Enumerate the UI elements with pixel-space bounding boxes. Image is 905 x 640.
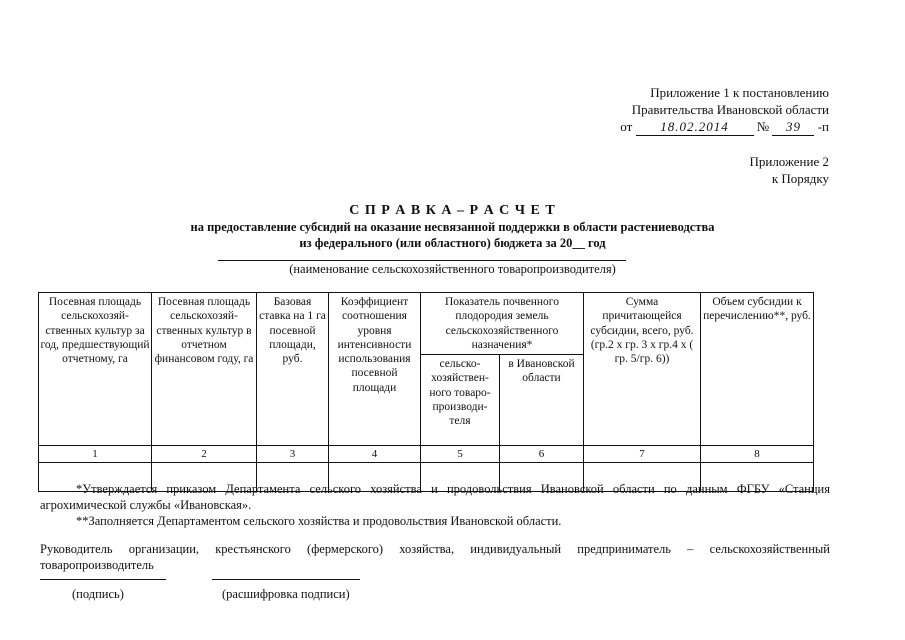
footnote-2: **Заполняется Департаментом сельского хозяйства и продовольствия Ивановской области. bbox=[76, 514, 562, 528]
signature-decode-line bbox=[212, 579, 360, 580]
table-column-numbers-row bbox=[39, 446, 814, 463]
table-header-row bbox=[39, 293, 814, 355]
header-col-4: Коэффициент соотношения уровня интенсивности использования посевной площади bbox=[329, 293, 421, 446]
footnote-1: *Утверждается приказом Департамента сельского хозяйства и продовольствия Ивановской области по данным ФГБУ «Станция агрохимической службы «Ивановская». bbox=[40, 482, 830, 512]
header-soil-fertility-group: Показатель почвенного плодородия земель сельскохозяйственного назначения* bbox=[421, 293, 584, 355]
appendix-2-line2: к Порядку bbox=[771, 171, 829, 186]
column-number: 1 bbox=[39, 446, 152, 463]
producer-caption: (наименование сельскохозяйственного товаропроизводителя) bbox=[289, 262, 616, 276]
header-col-7: Сумма причитающейся субсидии, всего, руб. (гр.2 х гр. 3 х гр.4 х ( гр. 5/гр. 6)) bbox=[584, 293, 701, 446]
signature-decode-label: (расшифровка подписи) bbox=[222, 587, 350, 601]
column-number: 8 bbox=[701, 446, 814, 463]
column-number: 2 bbox=[152, 446, 257, 463]
header-col-1: Посевная площадь сельскохозяй-ственных культур за год, предшествующий отчетному, га bbox=[39, 293, 152, 446]
number-prefix: № bbox=[756, 119, 770, 134]
appendix-1-line2: Правительства Ивановской области bbox=[631, 102, 829, 117]
signature-label: (подпись) bbox=[72, 587, 124, 601]
signature-line bbox=[40, 579, 166, 580]
header-col-3: Базовая ставка на 1 га посевной площади, руб. bbox=[257, 293, 329, 446]
document-subtitle-2: из федерального (или областного) бюджета за 20__ год bbox=[299, 236, 606, 250]
appendix-2-block bbox=[749, 153, 829, 187]
column-number: 6 bbox=[500, 446, 584, 463]
header-col-2: Посевная площадь сельскохозяй-ственных культур в отчетном финансовом году, га bbox=[152, 293, 257, 446]
date-prefix: от bbox=[620, 119, 633, 134]
column-number: 5 bbox=[421, 446, 500, 463]
document-title: С П Р А В К А – Р А С Ч Е Т bbox=[349, 203, 556, 218]
calculation-table bbox=[38, 292, 814, 492]
document-subtitle-1: на предоставление субсидий на оказание несвязанной поддержки в области растениеводства bbox=[190, 220, 715, 234]
column-number: 3 bbox=[257, 446, 329, 463]
number-suffix: -п bbox=[817, 119, 829, 134]
header-col-5: сельско-хозяйствен-ного товаро-производи-теля bbox=[421, 355, 500, 446]
appendix-1-line1: Приложение 1 к постановлению bbox=[650, 85, 829, 100]
column-number: 7 bbox=[584, 446, 701, 463]
appendix-2-line1: Приложение 2 bbox=[749, 154, 829, 169]
number-value: 39 bbox=[772, 118, 814, 136]
producer-name-line bbox=[218, 260, 626, 261]
column-number: 4 bbox=[329, 446, 421, 463]
date-value: 18.02.2014 bbox=[636, 118, 754, 136]
header-col-8: Объем субсидии к перечислению**, руб. bbox=[701, 293, 814, 446]
signature-head-text: Руководитель организации, крестьянского (фермерского) хозяйства, индивидуальный предприниматель – сельскохозяйственный товаропроизводитель bbox=[40, 542, 830, 572]
appendix-1-date-line bbox=[620, 118, 829, 136]
appendix-1-block bbox=[620, 84, 829, 136]
header-col-6: в Ивановской области bbox=[500, 355, 584, 446]
